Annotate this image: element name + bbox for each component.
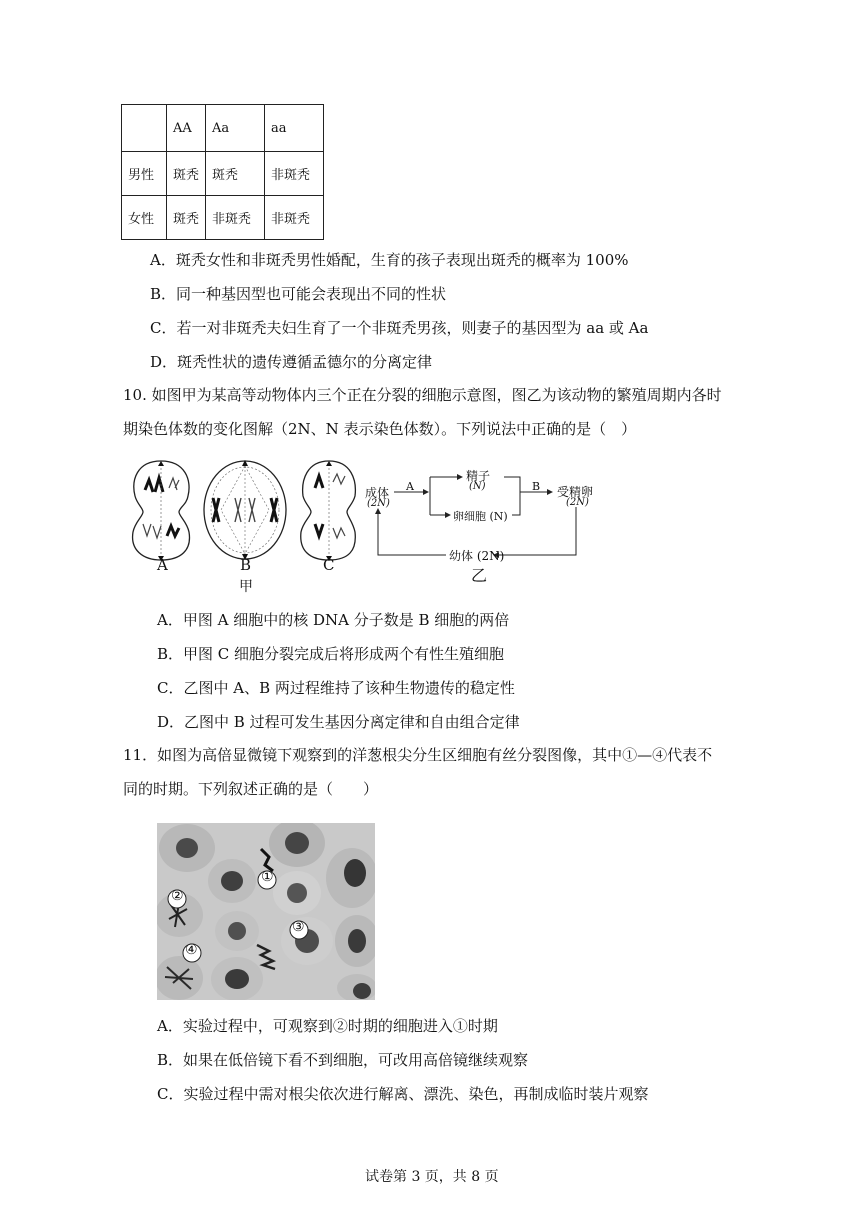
page-footer: 试卷第 3 页，共 8 页 <box>365 1169 499 1185</box>
yi-arrow-a-label: A <box>406 480 414 493</box>
genotype-table <box>121 104 324 240</box>
table-cell: 非斑秃 <box>265 196 324 240</box>
table-row <box>122 196 324 240</box>
table-cell: 男性 <box>122 152 167 196</box>
q11-stem-line2: 同的时期。下列叙述正确的是（ ） <box>123 780 379 798</box>
cell-a-diagram <box>133 461 190 561</box>
q10-option-c: C．乙图中 A、B 两过程维持了该种生物遗传的稳定性 <box>157 679 515 697</box>
yi-sperm-label: 精子 <box>466 469 491 483</box>
q11-option-a: A．实验过程中，可观察到②时期的细胞进入①时期 <box>157 1017 498 1035</box>
q9-option-c: C．若一对非斑秃夫妇生育了一个非斑秃男孩，则妻子的基因型为 aa 或 Aa <box>150 319 649 337</box>
table-cell: 斑秃 <box>167 196 206 240</box>
table-cell: 斑秃 <box>167 152 206 196</box>
q10-option-d: D．乙图中 B 过程可发生基因分离定律和自由组合定律 <box>157 713 520 731</box>
q11-option-c: C．实验过程中需对根尖依次进行解离、漂洗、染色，再制成临时装片观察 <box>157 1085 649 1103</box>
figure-jia-caption: 甲 <box>239 579 253 595</box>
cell-c-diagram <box>301 461 356 561</box>
table-cell: 非斑秃 <box>265 152 324 196</box>
yi-adult-label: 成体 <box>365 486 390 500</box>
q11-option-b: B．如果在低倍镜下看不到细胞，可改用高倍镜继续观察 <box>157 1051 529 1069</box>
q9-option-b: B．同一种基因型也可能会表现出不同的性状 <box>150 285 447 303</box>
micrograph-marker-2: ② <box>171 888 184 904</box>
table-header-row <box>122 105 324 152</box>
onion-root-tip-micrograph <box>157 823 375 1000</box>
cell-label-a: A <box>157 556 168 574</box>
micrograph-marker-4: ④ <box>185 942 198 958</box>
table-cell: 女性 <box>122 196 167 240</box>
q10-option-b: B．甲图 C 细胞分裂完成后将形成两个有性生殖细胞 <box>157 645 505 663</box>
table-cell <box>122 105 167 152</box>
q9-option-d: D．斑秃性状的遗传遵循孟德尔的分离定律 <box>150 353 433 371</box>
table-row <box>122 152 324 196</box>
table-cell: 斑秃 <box>206 152 265 196</box>
cell-b-diagram <box>204 460 286 560</box>
yi-sperm-n: (N) <box>469 481 486 492</box>
yi-arrow-b-label: B <box>532 480 541 493</box>
table-header-cell: AA <box>167 105 206 152</box>
yi-zygote-label: 受精卵 <box>557 485 594 499</box>
yi-egg-label: 卵细胞 (N) <box>453 510 508 523</box>
q9-option-a: A．斑秃女性和非斑秃男性婚配，生育的孩子表现出斑秃的概率为 100% <box>150 251 629 269</box>
table-cell: 非斑秃 <box>206 196 265 240</box>
cell-label-c: C <box>323 556 335 574</box>
table-header-cell: aa <box>265 105 324 152</box>
micrograph-image <box>157 823 375 1000</box>
q10-option-a: A．甲图 A 细胞中的核 DNA 分子数是 B 细胞的两倍 <box>157 611 510 629</box>
yi-adult-n: (2N) <box>367 498 390 509</box>
table-header-cell: Aa <box>206 105 265 152</box>
q10-stem-line1: 10. 如图甲为某高等动物体内三个正在分裂的细胞示意图，图乙为该动物的繁殖周期内各时 <box>123 386 722 404</box>
yi-juvenile-label: 幼体 (2N) <box>449 549 505 563</box>
yi-zygote-n: (2N) <box>566 497 589 508</box>
figure-yi-caption: 乙 <box>471 566 488 585</box>
q11-stem-line1: 11．如图为高倍显微镜下观察到的洋葱根尖分生区细胞有丝分裂图像，其中①—④代表不 <box>123 746 713 764</box>
micrograph-marker-3: ③ <box>292 919 305 935</box>
micrograph-marker-1: ① <box>261 869 274 885</box>
cell-label-b: B <box>240 556 252 574</box>
q10-stem-line2: 期染色体数的变化图解（2N、N 表示染色体数）。下列说法中正确的是（ ） <box>123 420 637 438</box>
